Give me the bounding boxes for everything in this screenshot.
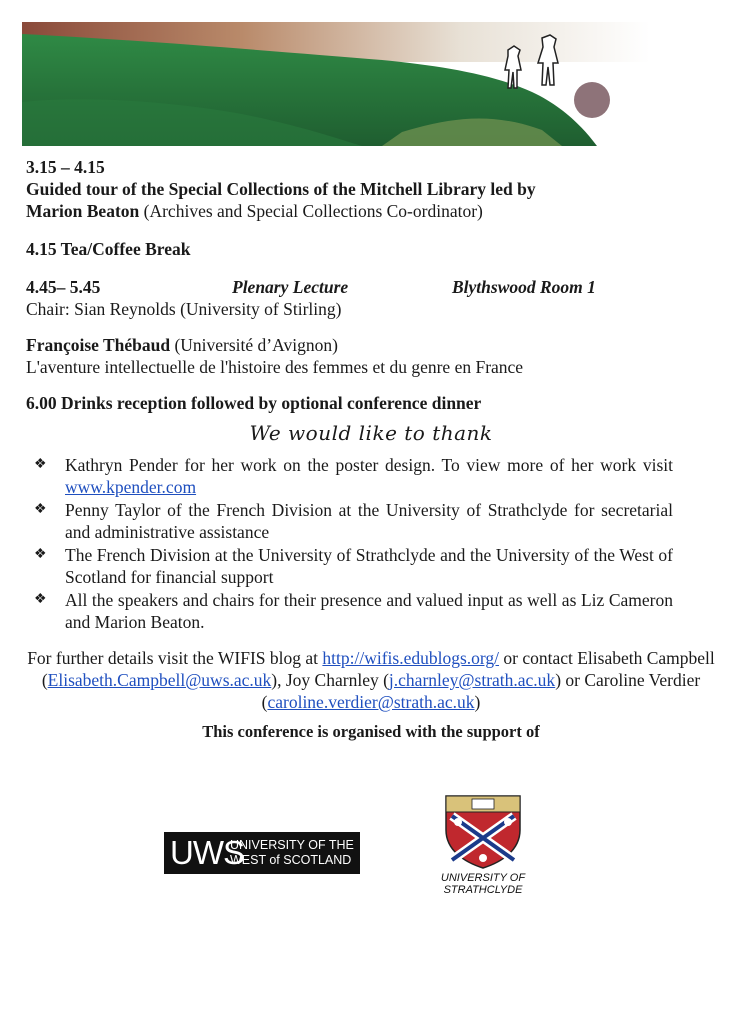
plenary-time: 4.45– 5.45 [26, 277, 101, 297]
diamond-bullet-icon: ❖ [34, 502, 47, 517]
plenary-label: Plenary Lecture [232, 277, 349, 297]
uws-logo-letters: UWS [170, 834, 244, 871]
tour-title: Guided tour of the Special Collections of the Mitchell Library led by [26, 179, 536, 199]
contact-text: ) [474, 692, 481, 712]
contact-text: ), Joy Charnley ( [271, 670, 389, 690]
blog-link[interactable]: http://wifis.edublogs.org/ [322, 648, 500, 668]
tea-break: 4.15 Tea/Coffee Break [26, 239, 191, 259]
email-link-verdier[interactable]: caroline.verdier@strath.ac.uk [267, 692, 475, 712]
plenary-header [26, 276, 716, 298]
diamond-bullet-icon: ❖ [34, 547, 47, 562]
tour-leader [26, 200, 716, 222]
strathclyde-logo-line2: STRATHCLYDE [443, 884, 523, 896]
strathclyde-logo-line1: UNIVERSITY OF [440, 872, 526, 884]
strathclyde-logo [428, 790, 538, 900]
uws-logo-line1: UNIVERSITY OF THE [230, 838, 354, 852]
programme-content [26, 156, 716, 743]
plenary-chair: Chair: Sian Reynolds (University of Stirling) [26, 299, 342, 319]
list-item [26, 589, 673, 633]
contact-text: or contact Elisabeth Campbell ( [41, 648, 715, 690]
tour-leader-name: Marion Beaton [26, 201, 140, 221]
email-link-campbell[interactable]: Elisabeth.Campbell@uws.ac.uk [47, 670, 272, 690]
strathclyde-crest-icon [428, 790, 538, 870]
lecture-title: L'aventure intellectuelle de l'histoire des femmes et du genre en France [26, 357, 524, 377]
email-link-charnley[interactable]: j.charnley@strath.ac.uk [388, 670, 556, 690]
list-item [26, 499, 673, 543]
diamond-bullet-icon: ❖ [34, 457, 47, 472]
thanks-heading: We would like to thank [249, 421, 493, 445]
banner-painting [22, 22, 650, 146]
contact-text: ) or Caroline Verdier ( [261, 670, 701, 712]
thanks-text: All the speakers and chairs for their presence and valued input as well as Liz Cameron and Marion Beaton. [65, 590, 673, 632]
support-heading: This conference is organised with the support of [202, 722, 540, 741]
list-item [26, 544, 673, 588]
thanks-list [26, 454, 716, 633]
thanks-text: The French Division at the University of Strathclyde and the University of the West of Scotland for financial support [65, 545, 673, 587]
tour-leader-role: (Archives and Special Collections Co-ordinator) [139, 201, 483, 221]
contact-prefix: For further details visit the WIFIS blog at [27, 648, 323, 668]
uws-logo [164, 832, 360, 874]
contact-details [26, 647, 716, 713]
speaker-affiliation: (Université d’Avignon) [170, 335, 338, 355]
kpender-link[interactable]: www.kpender.com [65, 477, 197, 497]
drinks-reception: 6.00 Drinks reception followed by optional conference dinner [26, 393, 482, 413]
plenary-room: Blythswood Room 1 [452, 277, 596, 297]
uws-logo-line2: WEST of SCOTLAND [230, 853, 352, 867]
thanks-text: Penny Taylor of the French Division at the University of Strathclyde for secretarial and administrative assistance [65, 500, 673, 542]
landscape-painting-icon [22, 22, 650, 146]
speaker-name: Françoise Thébaud [26, 335, 171, 355]
list-item [26, 454, 673, 498]
tour-time: 3.15 – 4.15 [26, 157, 105, 177]
diamond-bullet-icon: ❖ [34, 592, 47, 607]
thanks-text: Kathryn Pender for her work on the poster design. To view more of her work visit [65, 455, 673, 475]
plenary-speaker [26, 334, 716, 356]
